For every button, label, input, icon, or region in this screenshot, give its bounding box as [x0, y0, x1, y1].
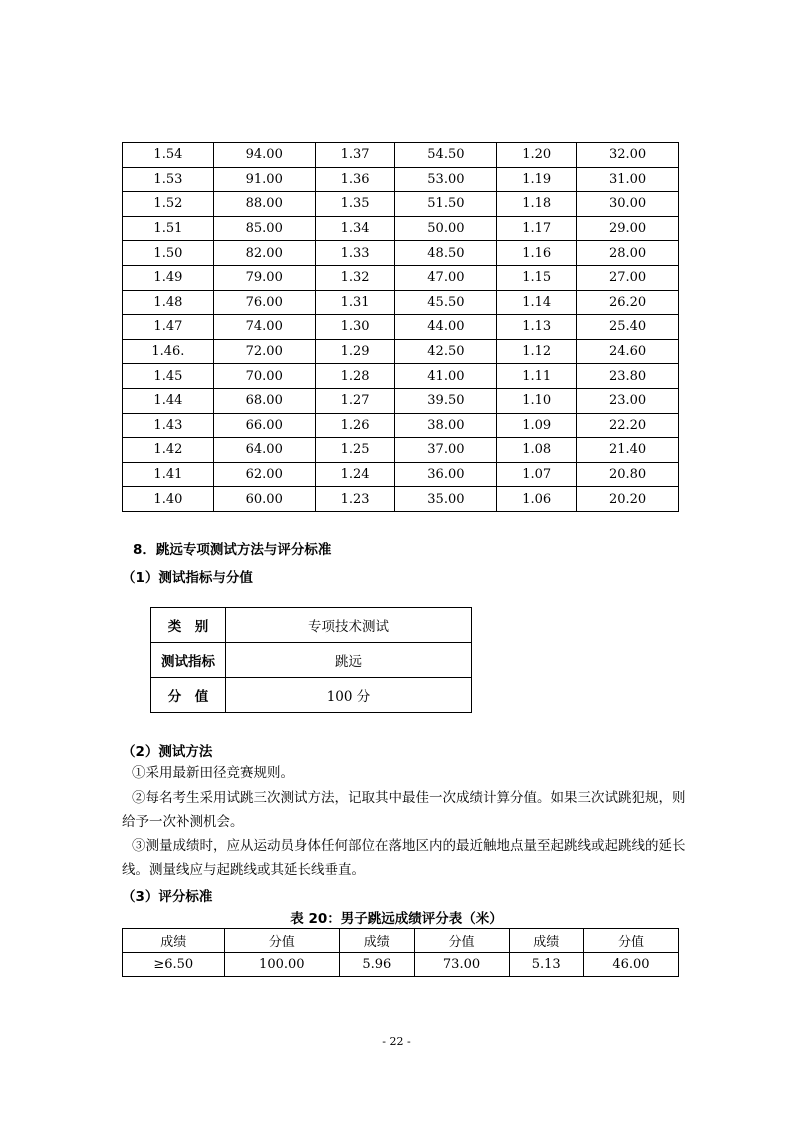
indicator-table [150, 607, 472, 713]
table-cell: 66.00 [213, 413, 315, 438]
table-cell: 1.49 [123, 265, 214, 290]
table-cell: 1.52 [123, 192, 214, 217]
table-cell: 1.41 [123, 462, 214, 487]
table-cell: 82.00 [213, 241, 315, 266]
table-cell: 51.50 [395, 192, 497, 217]
table-cell: 62.00 [213, 462, 315, 487]
table-cell: 23.80 [577, 364, 679, 389]
table-row [123, 167, 679, 192]
table-cell: 45.50 [395, 290, 497, 315]
table-cell: 1.19 [497, 167, 577, 192]
table-cell: 47.00 [395, 265, 497, 290]
table-cell: 1.28 [315, 364, 395, 389]
table-cell: 48.50 [395, 241, 497, 266]
indicator-value: 专项技术测试 [226, 608, 472, 643]
table-cell: 1.09 [497, 413, 577, 438]
table-cell: 73.00 [414, 953, 509, 977]
table-row [123, 241, 679, 266]
indicator-row-test [151, 643, 472, 678]
table-cell: 1.08 [497, 438, 577, 463]
table-cell: 1.07 [497, 462, 577, 487]
table-row [123, 315, 679, 340]
table-row [123, 438, 679, 463]
table-row [123, 290, 679, 315]
table-cell: 29.00 [577, 216, 679, 241]
table-row [123, 487, 679, 512]
table-row [123, 265, 679, 290]
table-cell: 1.42 [123, 438, 214, 463]
indicator-row-score [151, 678, 472, 713]
table-cell: 76.00 [213, 290, 315, 315]
table-cell: 1.14 [497, 290, 577, 315]
table-cell: 5.96 [340, 953, 414, 977]
table-cell: 44.00 [395, 315, 497, 340]
subsection-indicators-title: （1）测试指标与分值 [122, 570, 253, 586]
table-cell: 1.36 [315, 167, 395, 192]
table-cell: 1.40 [123, 487, 214, 512]
table-cell: 21.40 [577, 438, 679, 463]
table-cell: 5.13 [509, 953, 583, 977]
table-cell: 72.00 [213, 339, 315, 364]
table-cell: 28.00 [577, 241, 679, 266]
table-cell: 50.00 [395, 216, 497, 241]
table-cell: 1.13 [497, 315, 577, 340]
table-cell: 1.23 [315, 487, 395, 512]
table-cell: 38.00 [395, 413, 497, 438]
table-cell: 1.20 [497, 143, 577, 168]
table-cell: 32.00 [577, 143, 679, 168]
table-cell: 1.31 [315, 290, 395, 315]
table-cell: 1.48 [123, 290, 214, 315]
indicator-label: 类 别 [151, 608, 226, 643]
table-cell: 1.54 [123, 143, 214, 168]
table-cell: 1.30 [315, 315, 395, 340]
table-header-row [123, 929, 679, 953]
indicator-value: 100 分 [226, 678, 472, 713]
header-cell: 分值 [583, 929, 678, 953]
table-cell: 42.50 [395, 339, 497, 364]
table-cell: 1.47 [123, 315, 214, 340]
table-cell: 1.10 [497, 388, 577, 413]
table-cell: 1.43 [123, 413, 214, 438]
table-cell: 1.17 [497, 216, 577, 241]
table-cell: 1.37 [315, 143, 395, 168]
table-cell: 1.33 [315, 241, 395, 266]
table-cell: 20.80 [577, 462, 679, 487]
table-cell: 1.25 [315, 438, 395, 463]
table-cell: 1.35 [315, 192, 395, 217]
header-cell: 成绩 [123, 929, 225, 953]
table-cell: 53.00 [395, 167, 497, 192]
table-cell: 1.51 [123, 216, 214, 241]
header-cell: 分值 [224, 929, 340, 953]
header-cell: 分值 [414, 929, 509, 953]
table-cell: 70.00 [213, 364, 315, 389]
table-cell: 94.00 [213, 143, 315, 168]
table-cell: 1.46. [123, 339, 214, 364]
table-cell: 1.18 [497, 192, 577, 217]
table-cell: 39.50 [395, 388, 497, 413]
table-row [123, 339, 679, 364]
section-8-title: 8．跳远专项测试方法与评分标准 [133, 542, 332, 558]
table-cell: 1.16 [497, 241, 577, 266]
subsection-scoring-title: （3）评分标准 [122, 889, 213, 905]
table-cell: 1.29 [315, 339, 395, 364]
subsection-method-title: （2）测试方法 [122, 744, 213, 760]
table-cell: 1.11 [497, 364, 577, 389]
table-cell: ≥6.50 [123, 953, 225, 977]
table-row [123, 216, 679, 241]
long-jump-score-table [122, 928, 679, 977]
header-cell: 成绩 [509, 929, 583, 953]
table-cell: 30.00 [577, 192, 679, 217]
score-table-body [123, 143, 679, 512]
table-cell: 1.32 [315, 265, 395, 290]
table-cell: 1.44 [123, 388, 214, 413]
table-cell: 68.00 [213, 388, 315, 413]
table-cell: 1.53 [123, 167, 214, 192]
method-item-1: ①采用最新田径竞赛规则。 [132, 765, 294, 781]
page-number: - 22 - [382, 1035, 411, 1048]
table-row [123, 388, 679, 413]
table-cell: 1.45 [123, 364, 214, 389]
table-cell: 1.24 [315, 462, 395, 487]
table-cell: 64.00 [213, 438, 315, 463]
indicator-row-category [151, 608, 472, 643]
table-cell: 1.34 [315, 216, 395, 241]
table-row [123, 143, 679, 168]
table-cell: 24.60 [577, 339, 679, 364]
table-cell: 22.20 [577, 413, 679, 438]
table-cell: 20.20 [577, 487, 679, 512]
table-cell: 91.00 [213, 167, 315, 192]
table-cell: 1.06 [497, 487, 577, 512]
table-cell: 31.00 [577, 167, 679, 192]
table-row [123, 953, 679, 977]
table-cell: 1.12 [497, 339, 577, 364]
table-cell: 1.27 [315, 388, 395, 413]
table-cell: 23.00 [577, 388, 679, 413]
table-cell: 35.00 [395, 487, 497, 512]
table-cell: 60.00 [213, 487, 315, 512]
table-cell: 1.50 [123, 241, 214, 266]
table-cell: 36.00 [395, 462, 497, 487]
method-item-3: ③测量成绩时，应从运动员身体任何部位在落地区内的最近触地点量至起跳线或起跳线的延长线。测量线应与起跳线或其延长线垂直。 [122, 838, 686, 878]
table-row [123, 462, 679, 487]
indicator-value: 跳远 [226, 643, 472, 678]
table-cell: 25.40 [577, 315, 679, 340]
table-cell: 79.00 [213, 265, 315, 290]
table-cell: 41.00 [395, 364, 497, 389]
method-item-2: ②每名考生采用试跳三次测试方法，记取其中最佳一次成绩计算分值。如果三次试跳犯规，则给予一次补测机会。 [122, 790, 686, 830]
score-table-continued [122, 142, 679, 512]
table-cell: 46.00 [583, 953, 678, 977]
table-cell: 88.00 [213, 192, 315, 217]
indicator-label: 测试指标 [151, 643, 226, 678]
table-row [123, 192, 679, 217]
header-cell: 成绩 [340, 929, 414, 953]
table-cell: 27.00 [577, 265, 679, 290]
table-cell: 100.00 [224, 953, 340, 977]
table-cell: 85.00 [213, 216, 315, 241]
table-cell: 1.26 [315, 413, 395, 438]
table-row [123, 413, 679, 438]
table-cell: 26.20 [577, 290, 679, 315]
table-row [123, 364, 679, 389]
table-cell: 74.00 [213, 315, 315, 340]
table-cell: 1.15 [497, 265, 577, 290]
table-cell: 54.50 [395, 143, 497, 168]
table-20-caption: 表 20：男子跳远成绩评分表（米） [290, 911, 503, 927]
table-cell: 37.00 [395, 438, 497, 463]
indicator-label: 分 值 [151, 678, 226, 713]
